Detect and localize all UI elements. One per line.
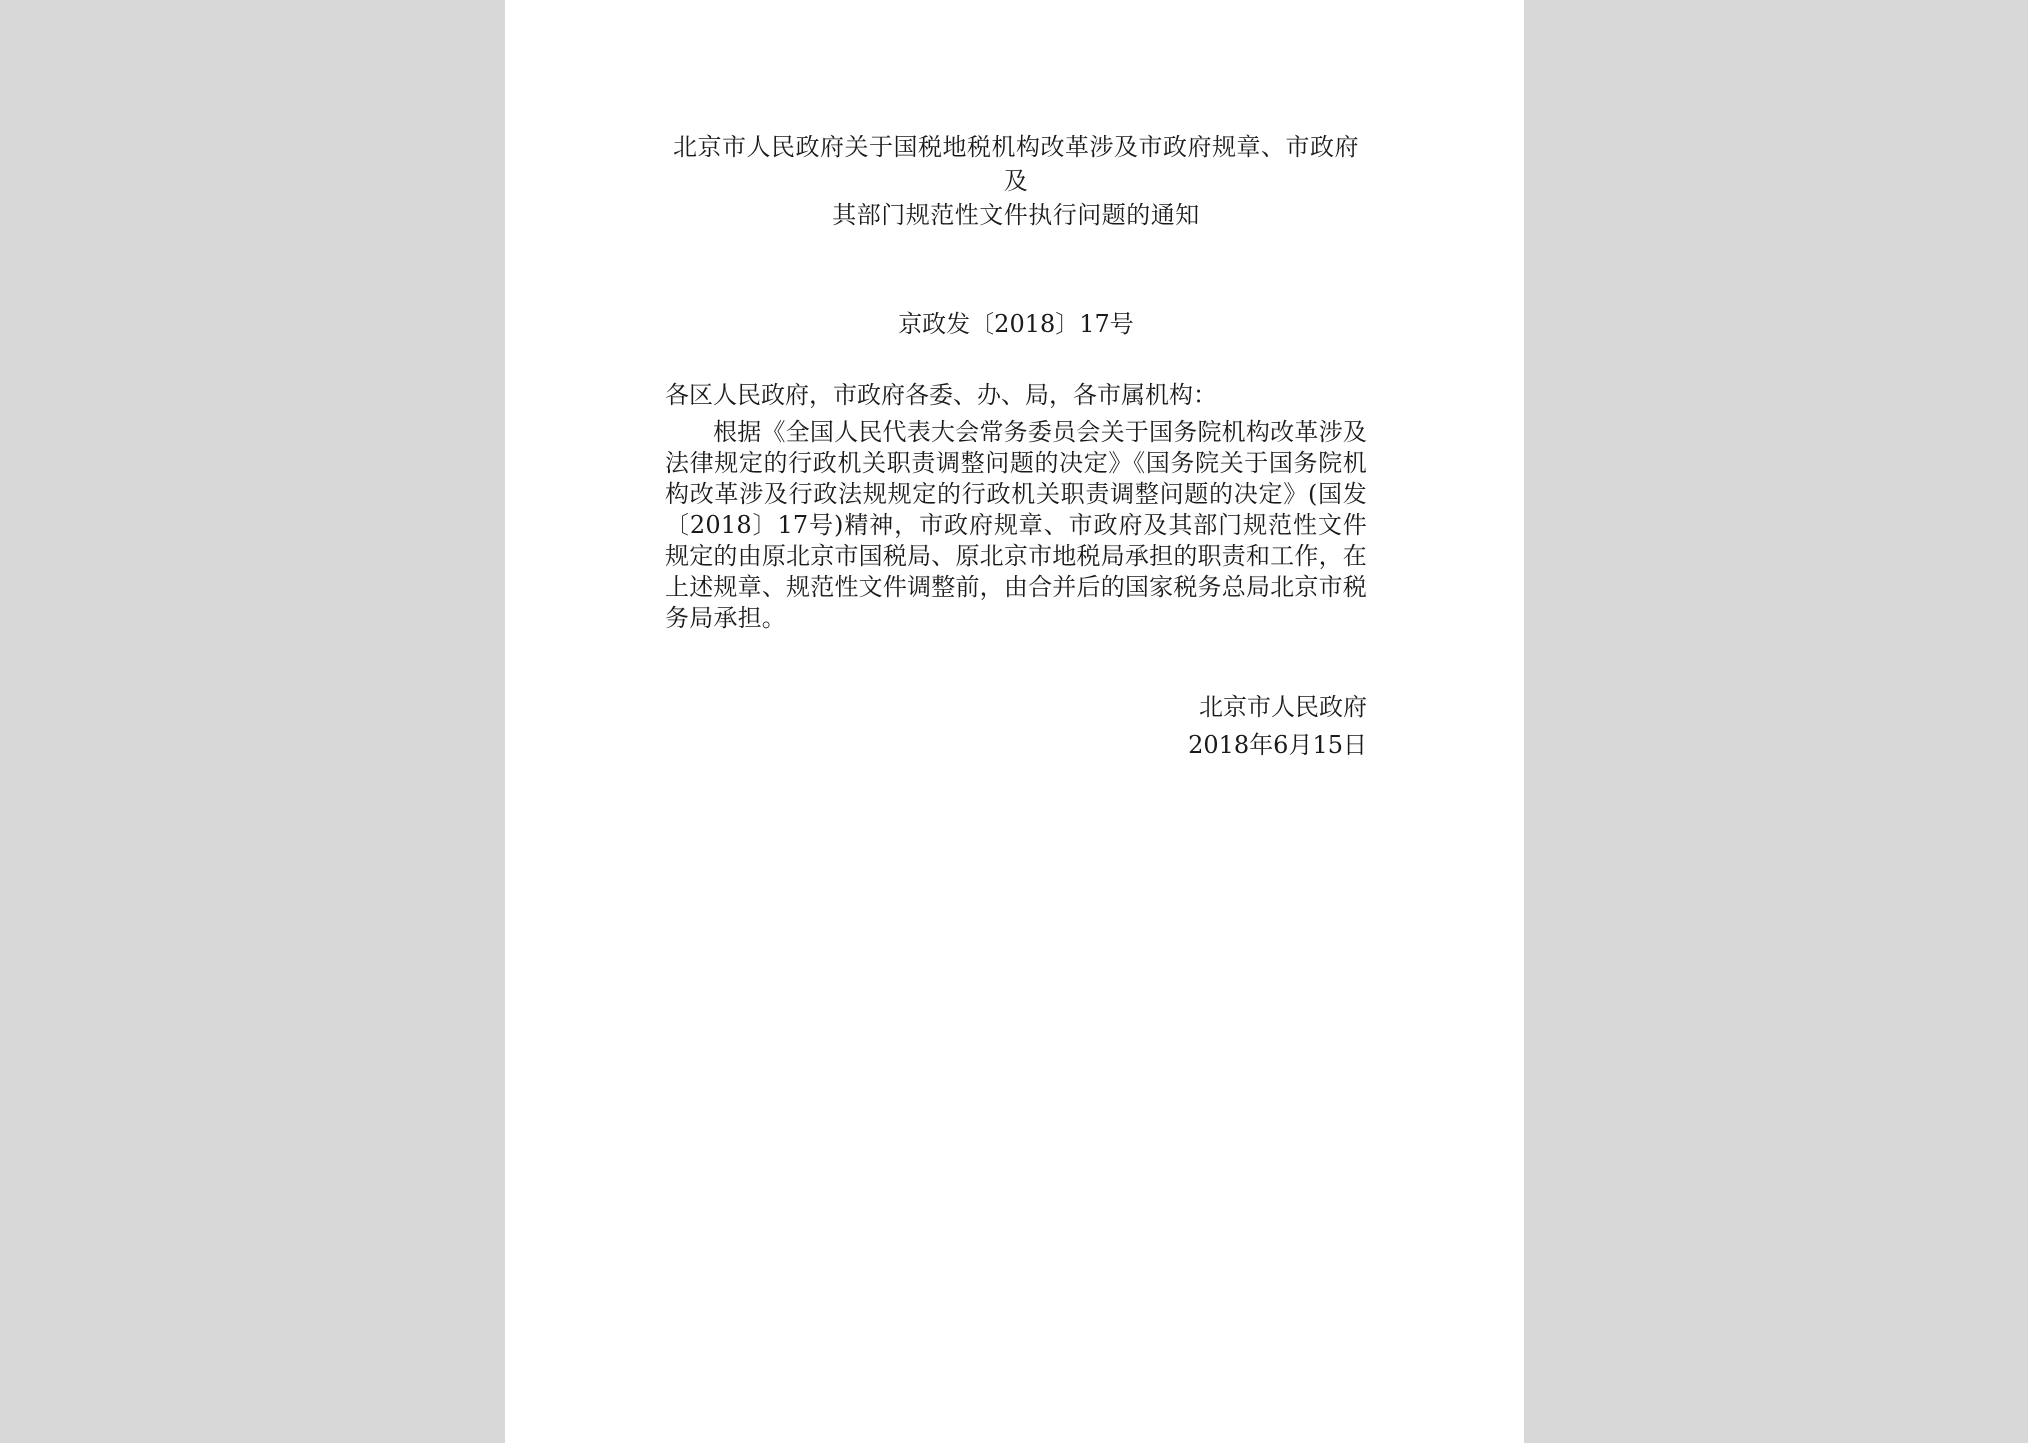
issuer-signature: 北京市人民政府	[1199, 693, 1367, 721]
issue-date: 2018年6月15日	[1188, 731, 1367, 759]
salutation: 各区人民政府，市政府各委、办、局，各市属机构：	[665, 381, 1217, 409]
document-content	[665, 130, 1367, 764]
document-title	[665, 130, 1367, 232]
document-number: 京政发〔2018〕17号	[898, 310, 1134, 338]
document-page	[505, 0, 1524, 1443]
title-line-2: 其部门规范性文件执行问题的通知	[832, 201, 1200, 229]
title-line-1: 北京市人民政府关于国税地税机构改革涉及市政府规章、市政府及	[673, 133, 1359, 195]
body-paragraph: 根据《全国人民代表大会常务委员会关于国务院机构改革涉及法律规定的行政机关职责调整问题的决定》《国务院关于国务院机构改革涉及行政法规规定的行政机关职责调整问题的决定》(国发〔2018〕17号)精神，市政府规章、市政府及其部门规范性文件规定的由原北京市国税局、原北京市地税局承担的职责和工作，在上述规章、规范性文件调整前，由合并后的国家税务总局北京市税务局承担。	[665, 418, 1367, 632]
signature-block	[665, 688, 1367, 764]
